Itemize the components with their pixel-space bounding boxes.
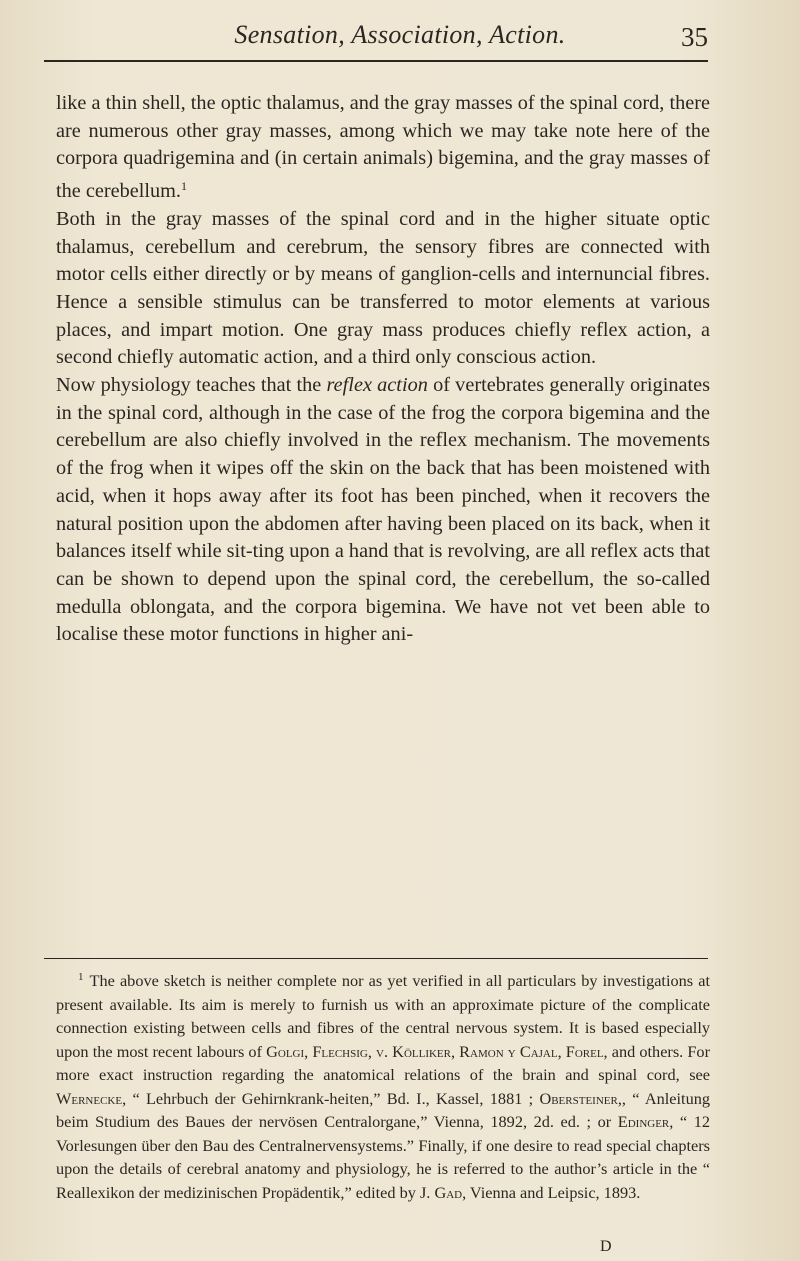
paragraph-3 [56,372,710,649]
footnote-name-gad: Gad, [434,1182,467,1202]
paragraph-3-emphasis: reflex action [326,374,428,397]
paragraph-3-text-b: of vertebrates generally originates in the spinal cord, although in the case of the frog the corpora bigemina and the cerebellum are also chiefly involved in the reflex mechanism. The movements of the frog when it wipes off the skin on the back that has been moistened with acid, when it hops away after its foot has been pinched, when it recovers the natural position upon the abdomen after having been placed on its back, when it balances itself while sit-ting upon a hand that is revolving, are all reflex acts that can be shown to depend upon the spinal cord, the cerebellum, the so-called medulla oblongata, and the corpora bigemina. We have not vet been able to localise these motor functions in higher ani- [56,374,711,646]
footnote-text-3: “ Lehrbuch der Gehirnkrank-heiten,” Bd. I., Kassel, 1881 ; [126,1088,540,1108]
footnote-name-wernecke: Wernecke, [56,1088,127,1108]
paragraph-1 [56,90,710,206]
footnote-text-5: “ 12 Vorlesungen über den Bau des Centralnervensystems.” Finally, if one desire to read special chapters upon the details of cerebral anatomy and physiology, he is referred to the author’s article in the “ Reallexikon der medizinischen Propädentik,” edited by J. [56,1112,710,1202]
footnote-name-obersteiner: Obersteiner,, [539,1088,626,1108]
running-title: Sensation, Association, Action. [234,20,566,49]
paragraph-2-text: Both in the gray masses of the spinal cord and in the higher situate optic thalamus, cerebellum and cerebrum, the sensory fibres are connected with motor cells either directly or by means of ganglion-cells and internuncial fibres. Hence a sensible stimulus can be transferred to motor elements at various places, and impart motion. One gray mass produces chiefly reflex action, a second chiefly automatic action, and a third only conscious action. [56,207,710,369]
paragraph-2 [56,206,710,372]
paragraph-1-text: like a thin shell, the optic thalamus, and the gray masses of the spinal cord, there are numerous other gray masses, among which we may take note here of the corpora quadrigemina and (in certain animals) bigemina, and the gray masses of the cerebellum. [56,92,710,203]
footnote-mark: 1 [78,971,84,983]
page-header [0,10,800,60]
signature-mark: D [600,1238,612,1255]
footnote-text-1: The above sketch is neither complete nor as yet verified in all particulars by investigations at present available. Its aim is merely to furnish us with an approximate picture of the complicate connection existing between cells and fibres of the central nervous system. It is based especially upon the most recent labours of [56,971,710,1061]
footnote-names-1: Golgi, Flechsig, v. Kölliker, Ramon y Cajal, Forel, [266,1041,608,1061]
main-text [56,90,710,649]
footnote-text-4: “ Anleitung beim Studium des Baues der nervösen Centralorgane,” Vienna, 1892, 2d. ed. ; or [56,1088,710,1131]
footnote [56,966,710,1204]
footnote-name-edinger: Edinger, [617,1112,674,1131]
paragraph-3-text-a: Now physiology teaches that the [56,374,327,397]
footnote-rule [44,958,708,959]
header-rule [44,60,708,62]
footnote-text-2: and others. For more exact instruction regarding the anatomical relations of the brain and spinal cord, see [56,1041,710,1084]
footnote-paragraph [56,966,710,1204]
footnote-text-6: Vienna and Leipsic, 1893. [466,1182,641,1202]
footnote-reference: 1 [181,179,188,194]
page-number: 35 [681,22,708,52]
